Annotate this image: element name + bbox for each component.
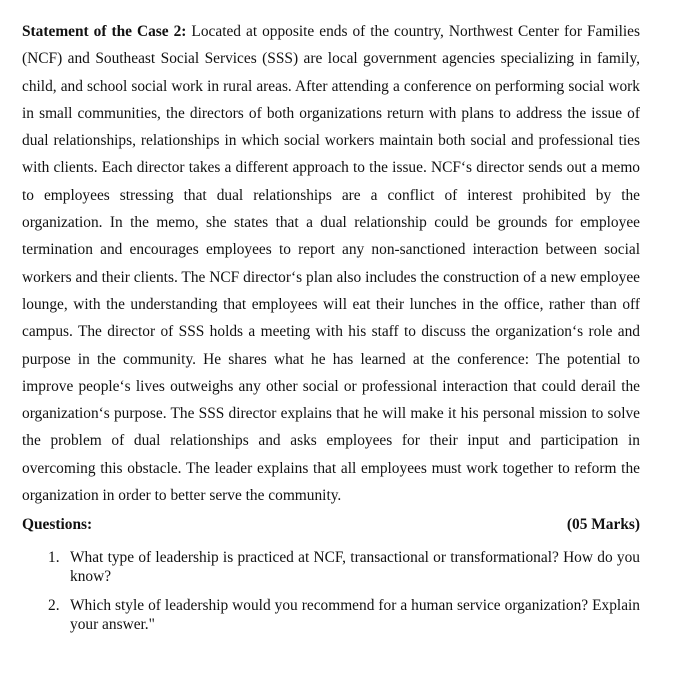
question-list <box>22 548 640 634</box>
case-statement <box>22 18 640 509</box>
questions-label: Questions: <box>22 516 93 534</box>
case-heading: Statement of the Case 2: <box>22 23 187 40</box>
questions-header <box>22 511 640 538</box>
marks-label: (05 Marks) <box>566 516 640 534</box>
question-item-1 <box>22 548 640 586</box>
document-page <box>22 18 640 644</box>
question-item-2 <box>22 596 640 634</box>
question-text: Which style of leadership would you recommend for a human service organization? Explain your answer." <box>70 597 640 634</box>
question-number: 1. <box>48 549 60 567</box>
question-number: 2. <box>48 597 60 615</box>
question-text: What type of leadership is practiced at NCF, transactional or transformational? How do you know? <box>70 549 640 586</box>
case-body: Located at opposite ends of the country, Northwest Center for Families (NCF) and Southeast Social Services (SSS) are local government agencies specializing in family, child, and school social work in rural areas. After attending a conference on performing social work in small communities, the directors of both organizations return with plans to address the issue of dual relationships, relationships in which social workers maintain both social and professional ties with clients. Each director takes a different approach to the issue. NCF‘s director sends out a memo to employees stressing that dual relationships are a conflict of interest prohibited by the organization. In the memo, she states that a dual relationship could be grounds for employee termination and encourages employees to report any non-sanctioned interaction between social workers and their clients. The NCF director‘s plan also includes the construction of a new employee lounge, with the understanding that employees will eat their lunches in the office, rather than off campus. The director of SSS holds a meeting with his staff to discuss the organization‘s role and purpose in the community. He shares what he has learned at the conference: The potential to improve people‘s lives outweighs any other social or professional interaction that could derail the organization‘s purpose. The SSS director explains that he will make it his personal mission to solve the problem of dual relationships and asks employees for their input and participation in overcoming this obstacle. The leader explains that all employees must work together to reform the organization in order to better serve the community. <box>22 23 640 505</box>
